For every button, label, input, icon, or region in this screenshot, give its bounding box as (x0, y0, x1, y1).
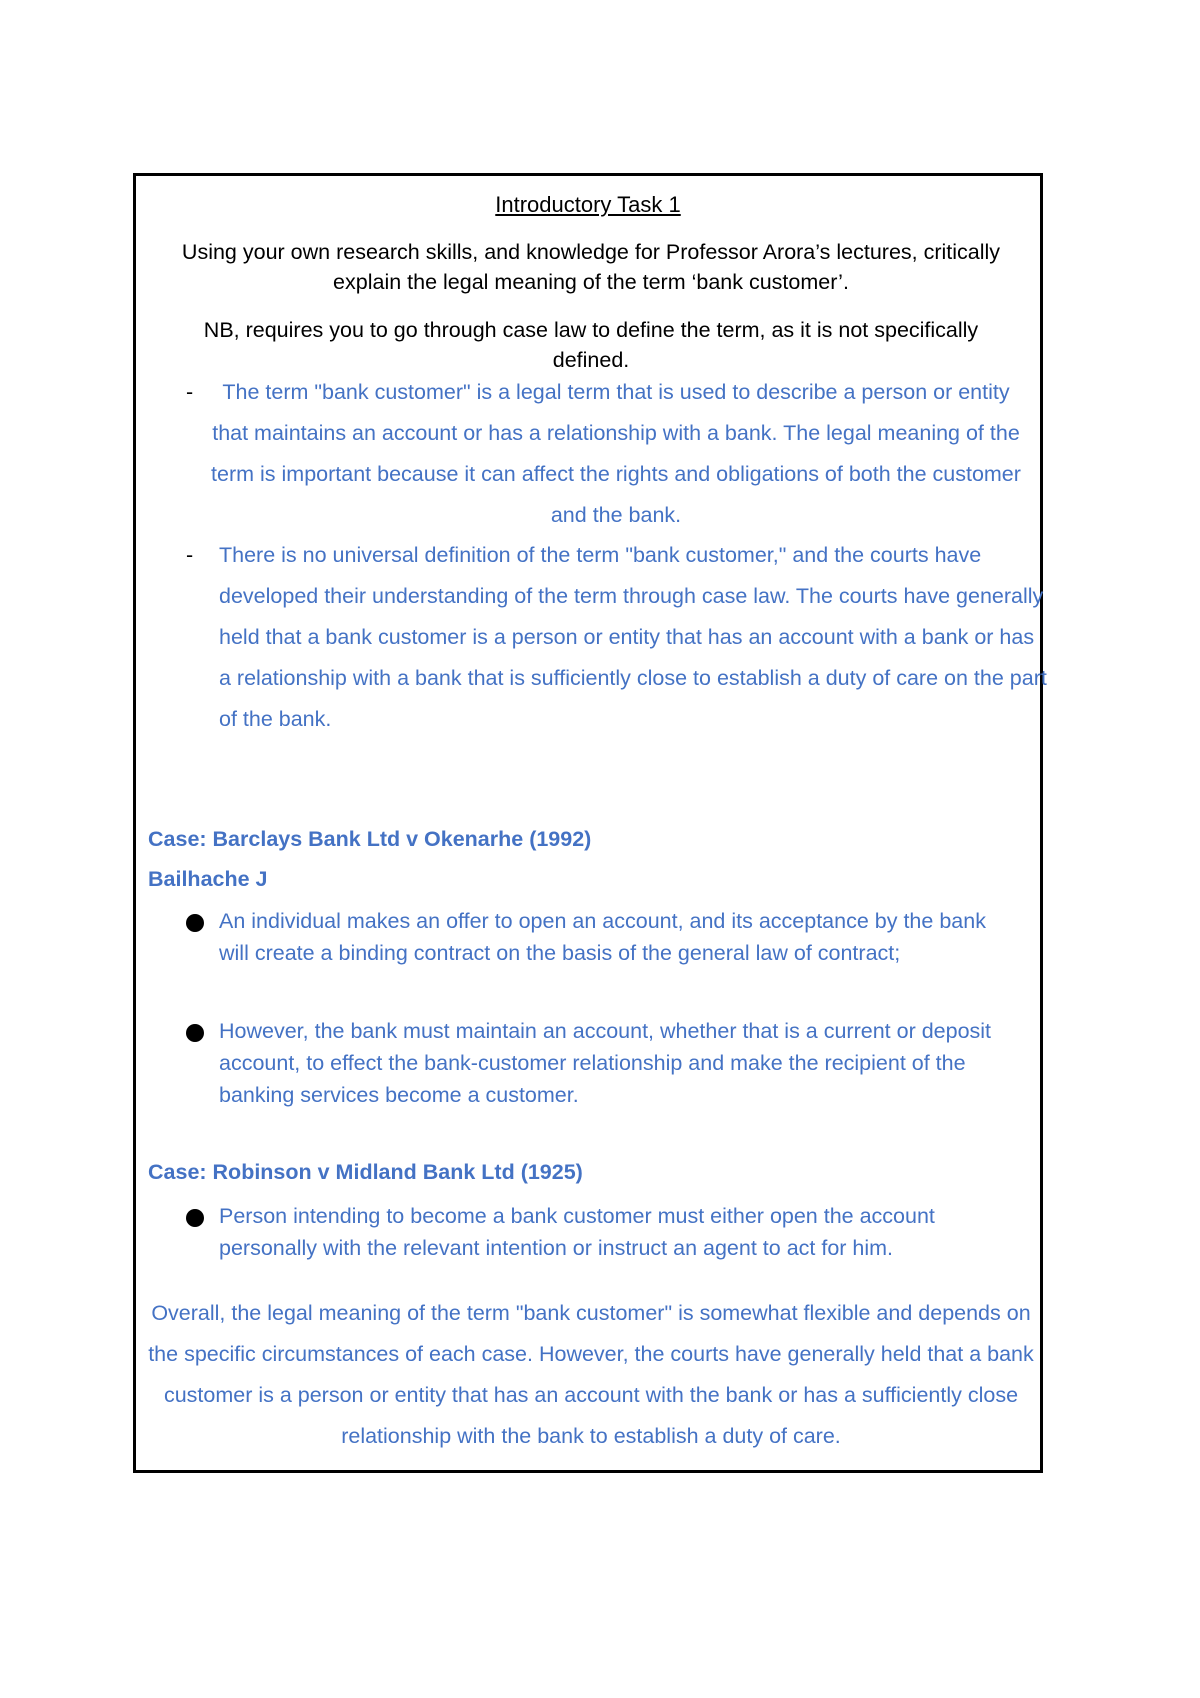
task-note: NB, requires you to go through case law to define the term, as it is not specifically defined. (203, 318, 979, 372)
task-prompt: Using your own research skills, and knowledge for Professor Arora’s lectures, critically explain the legal meaning of the term ‘bank customer’. (181, 240, 1001, 294)
case-point-text: Person intending to become a bank customer must either open the account personally with the relevant intention or instruct an agent to act for him. (219, 1204, 935, 1260)
case-point-text: However, the bank must maintain an account, whether that is a current or deposit account, to effect the bank-customer relationship and make the recipient of the banking services become a customer. (219, 1019, 992, 1107)
bullet-dot-icon (186, 914, 204, 932)
conclusion-paragraph: Overall, the legal meaning of the term "bank customer" is somewhat flexible and depends on the specific circumstances of each case. However, the courts have generally held that a bank customer is a person or entity that has an account with the bank or has a sufficiently close relationship with the bank to establish a duty of care. (148, 1301, 1034, 1448)
dash-marker: - (186, 380, 194, 404)
answer-point-text: There is no universal definition of the term "bank customer," and the courts have developed their understanding of the term through case law. The courts have generally held that a bank customer is a person or entity that has an account with a bank or has a relationship with a bank that is sufficiently close to establish a duty of care on the part of the bank. (219, 543, 1047, 731)
bullet-dot-icon (186, 1024, 204, 1042)
dash-marker: - (186, 543, 194, 567)
task-title: Introductory Task 1 (495, 192, 681, 217)
case-judge: Bailhache J (148, 867, 268, 891)
answer-point-text: The term "bank customer" is a legal term that is used to describe a person or entity that maintains an account or has a relationship with a bank. The legal meaning of the term is important because it can affect the rights and obligations of both the customer and the bank. (211, 380, 1021, 527)
bullet-dot-icon (186, 1209, 204, 1227)
case-heading-barclays: Case: Barclays Bank Ltd v Okenarhe (1992) (148, 827, 592, 851)
case-point-text: An individual makes an offer to open an account, and its acceptance by the bank will create a binding contract on the basis of the general law of contract; (219, 909, 986, 965)
task-box (133, 173, 1047, 1473)
case-heading-robinson: Case: Robinson v Midland Bank Ltd (1925) (148, 1160, 583, 1184)
